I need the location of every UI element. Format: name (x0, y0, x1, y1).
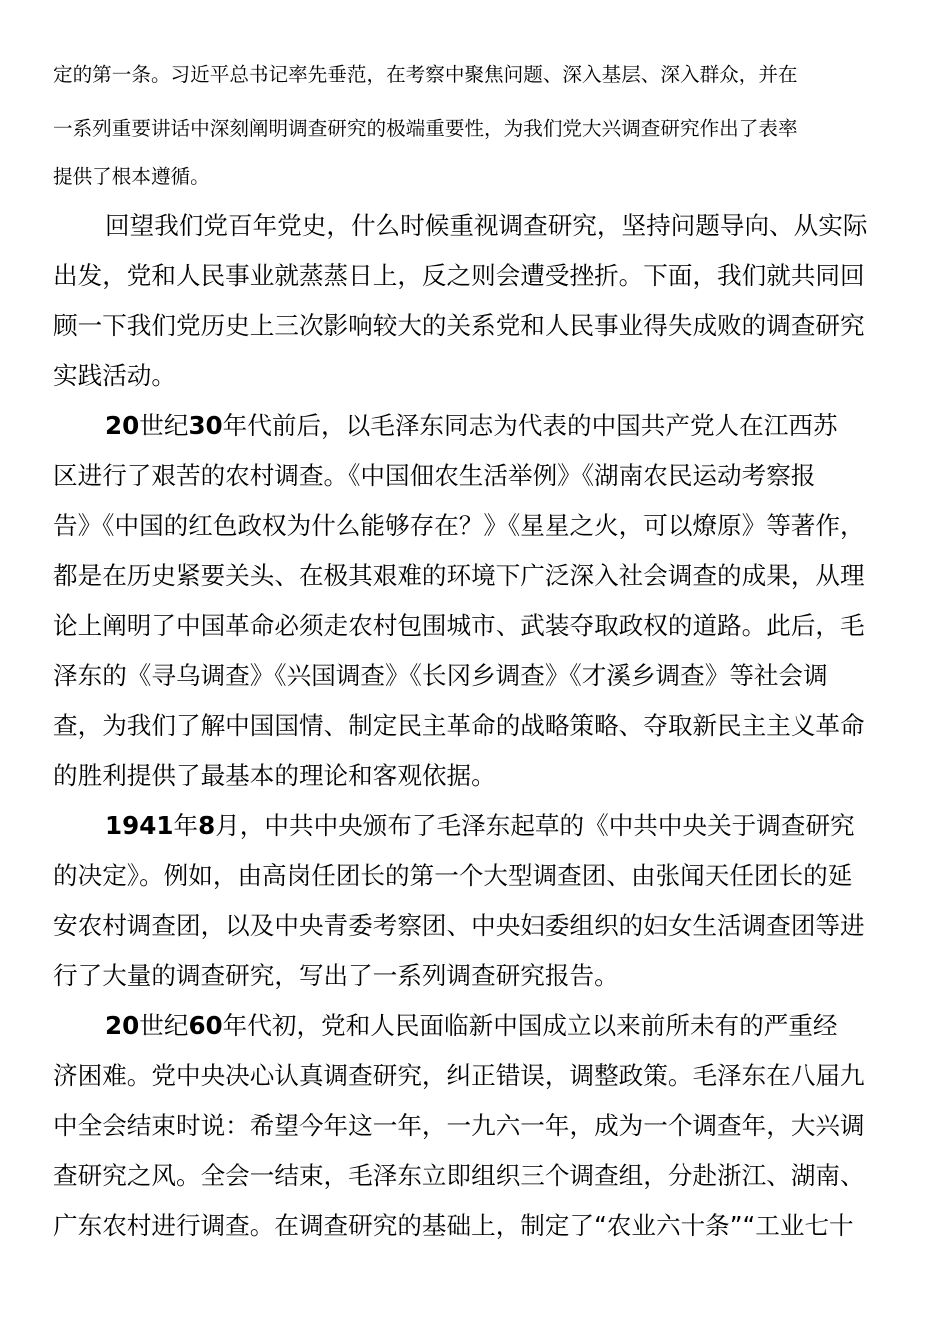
text-line: 安农村调查团，以及中央青委考察团、中央妇委组织的妇女生活调查团等进 (53, 911, 865, 940)
text-line: 提供了根本遵循。 (53, 165, 210, 188)
text-fragment: 年 (173, 811, 199, 840)
text-line (105, 811, 855, 841)
text-line: 论上阐明了中国革命必须走农村包围城市、武装夺取政权的道路。此后，毛 (53, 611, 865, 640)
text-line: 定的第一条。习近平总书记率先垂范，在考察中聚焦问题、深入基层、深入群众，并在 (53, 63, 798, 86)
text-fragment: 世纪 (139, 411, 189, 440)
year-number: 60 (188, 1011, 223, 1040)
text-line: 区进行了艰苦的农村调查。《中国佃农生活举例》《湖南农民运动考察报 (53, 461, 816, 490)
year-number: 20 (105, 1011, 140, 1040)
text-line: 济困难。党中央决心认真调查研究，纠正错误，调整政策。毛泽东在八届九 (53, 1061, 865, 1090)
year-number: 20 (105, 411, 140, 440)
text-fragment: 月，中共中央颁布了毛泽东起草的《中共中央关于调查研究 (215, 811, 855, 840)
text-fragment: 世纪 (139, 1011, 189, 1040)
text-line: 行了大量的调查研究，写出了一系列调查研究报告。 (53, 961, 619, 990)
text-line: 查研究之风。全会一结束，毛泽东立即组织三个调查组，分赴浙江、湖南、 (53, 1161, 865, 1190)
text-line: 广东农村进行调查。在调查研究的基础上，制定了“农业六十条”“工业七十 (53, 1211, 854, 1240)
year-number: 30 (188, 411, 223, 440)
text-line: 告》《中国的红色政权为什么能够存在？》《星星之火，可以燎原》等著作， (53, 511, 865, 540)
text-line: 出发，党和人民事业就蒸蒸日上，反之则会遭受挫折。下面，我们就共同回 (53, 261, 865, 290)
text-line: 一系列重要讲话中深刻阐明调查研究的极端重要性，为我们党大兴调查研究作出了表率 (53, 117, 798, 140)
text-line: 的决定》。例如，由高岗任团长的第一个大型调查团、由张闻天任团长的延 (53, 861, 853, 890)
text-line: 泽东的《寻乌调查》《兴国调查》《长冈乡调查》《才溪乡调查》等社会调 (53, 661, 828, 690)
year-number: 1941 (105, 811, 174, 840)
text-line: 都是在历史紧要关头、在极其艰难的环境下广泛深入社会调查的成果，从理 (53, 561, 865, 590)
text-line: 顾一下我们党历史上三次影响较大的关系党和人民事业得失成败的调查研究 (53, 311, 865, 340)
text-line: 实践活动。 (53, 361, 176, 390)
month-number: 8 (198, 811, 216, 840)
text-line: 中全会结束时说：希望今年这一年，一九六一年，成为一个调查年，大兴调 (53, 1111, 865, 1140)
text-line: 的胜利提供了最基本的理论和客观依据。 (53, 761, 496, 790)
text-line (105, 1011, 838, 1041)
text-line (105, 411, 838, 441)
text-fragment: 年代前后，以毛泽东同志为代表的中国共产党人在江西苏 (222, 411, 838, 440)
text-line: 查，为我们了解中国国情、制定民主革命的战略策略、夺取新民主主义革命 (53, 711, 865, 740)
text-line: 回望我们党百年党史，什么时候重视调查研究，坚持问题导向、从实际 (105, 211, 868, 240)
text-fragment: 年代初，党和人民面临新中国成立以来前所未有的严重经 (222, 1011, 838, 1040)
